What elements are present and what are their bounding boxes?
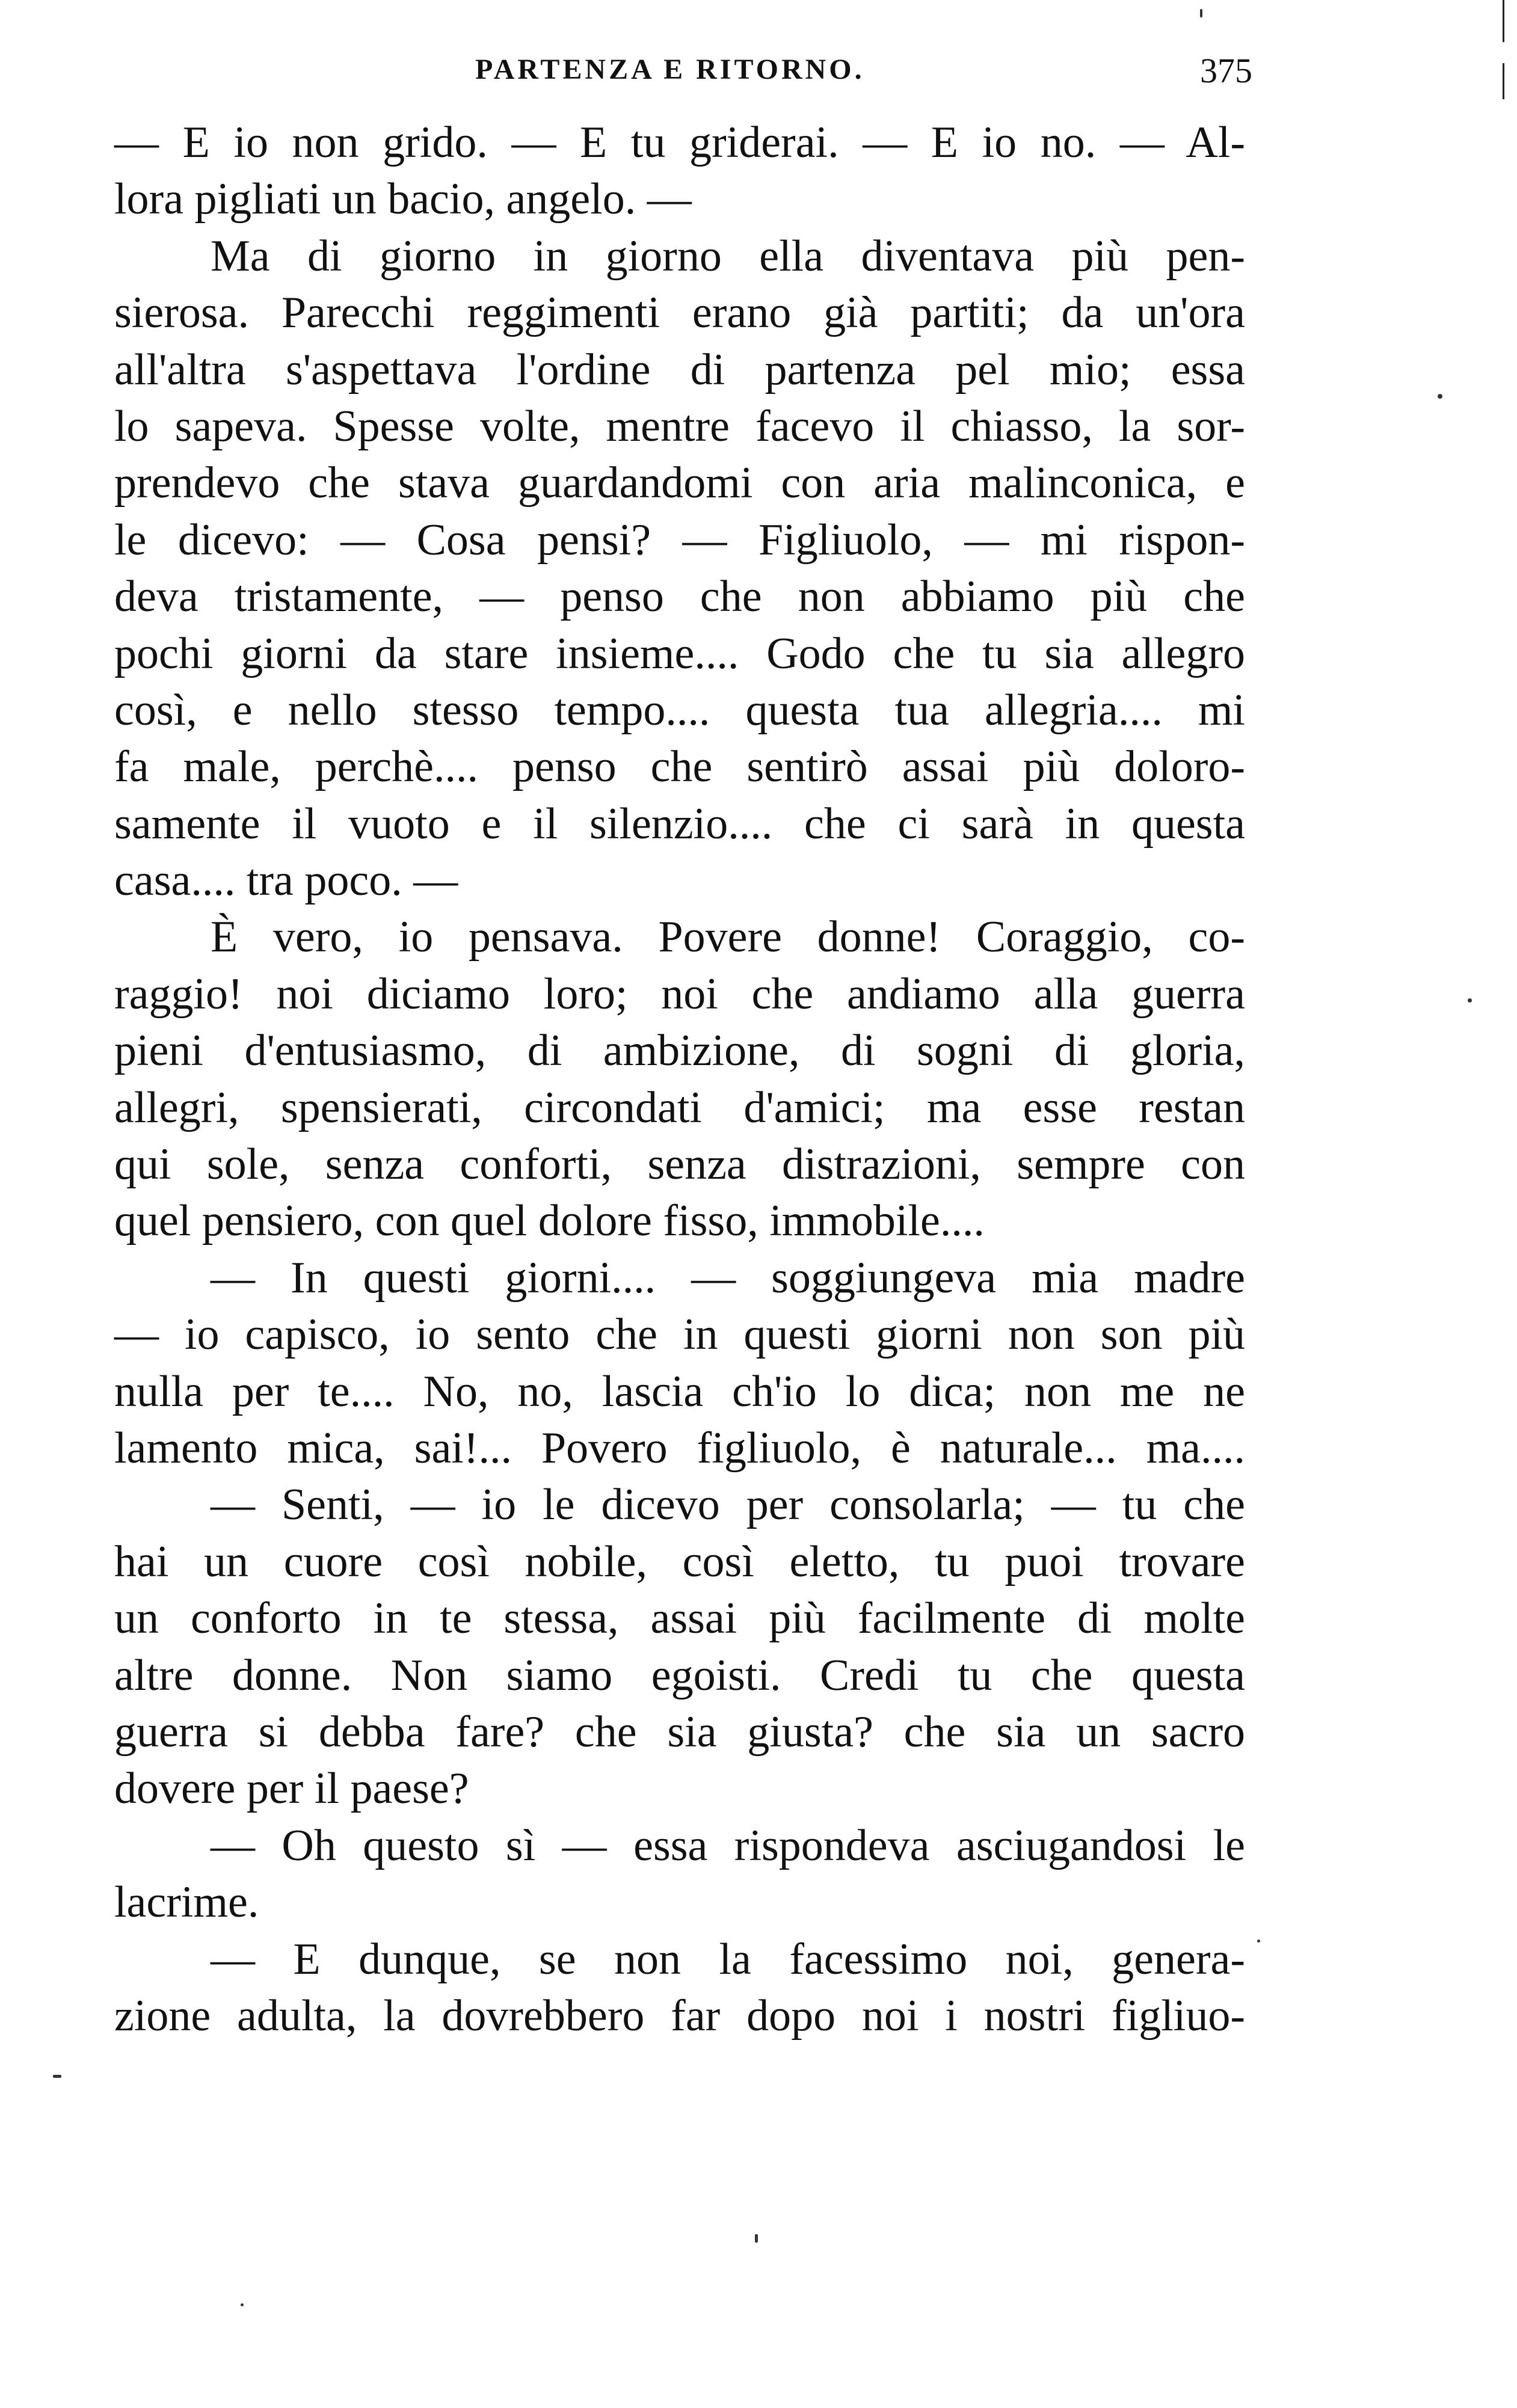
scan-edge-mark (1503, 63, 1504, 99)
text-line: — io capisco, io sento che in questi giorni non son più (114, 1310, 1245, 1360)
scan-edge-mark (1503, 0, 1504, 42)
text-line: fa male, perchè.... penso che sentirò assai più doloro- (114, 742, 1245, 792)
dust-speck (1200, 9, 1202, 17)
text-line: lo sapeva. Spesse volte, mentre facevo il chiasso, la sor- (114, 401, 1245, 451)
text-line: hai un cuore così nobile, così eletto, tu puoi trovare (114, 1537, 1245, 1586)
text-line: — In questi giorni.... — soggiungeva mia madre (211, 1253, 1245, 1303)
text-line: lamento mica, sai!... Povero figliuolo, è naturale... ma.... (114, 1423, 1245, 1473)
text-line: — Senti, — io le dicevo per consolarla; — tu che (211, 1480, 1245, 1530)
text-line: allegri, spensierati, circondati d'amici; ma esse restan (114, 1083, 1245, 1132)
text-line: prendevo che stava guardandomi con aria malinconica, e (114, 458, 1245, 508)
text-line: un conforto in te stessa, assai più facilmente di molte (114, 1594, 1245, 1644)
dust-speck (241, 2303, 244, 2306)
dust-speck (1468, 998, 1472, 1003)
page-number: 375 (1200, 51, 1252, 90)
text-line: — Oh questo sì — essa rispondeva asciugandosi le (211, 1820, 1245, 1870)
text-line: guerra si debba fare? che sia giusta? che sia un sacro (114, 1707, 1245, 1757)
text-line: così, e nello stesso tempo.... questa tua allegria.... mi (114, 685, 1245, 735)
dust-speck (1438, 394, 1442, 399)
text-line: sierosa. Parecchi reggimenti erano già partiti; da un'ora (114, 288, 1245, 338)
body-text (114, 114, 1245, 2044)
text-line: zione adulta, la dovrebbero far dopo noi i nostri figliuo- (114, 1991, 1245, 2041)
text-line: le dicevo: — Cosa pensi? — Figliuolo, — mi rispon- (114, 515, 1245, 565)
running-title: PARTENZA E RITORNO. (475, 54, 865, 85)
text-line: raggio! noi diciamo loro; noi che andiamo alla guerra (114, 969, 1245, 1019)
text-line: lora pigliati un bacio, angelo. — (114, 174, 692, 224)
text-line: Ma di giorno in giorno ella diventava più pen- (211, 231, 1245, 281)
text-line: all'altra s'aspettava l'ordine di partenza pel mio; essa (114, 345, 1245, 395)
text-line: samente il vuoto e il silenzio.... che ci sarà in questa (114, 799, 1245, 849)
text-line: — E io non grido. — E tu griderai. — E io no. — Al- (114, 118, 1245, 167)
text-line: pochi giorni da stare insieme.... Godo che tu sia allegro (114, 628, 1245, 678)
text-line: casa.... tra poco. — (114, 856, 458, 906)
text-line: dovere per il paese? (114, 1764, 469, 1814)
dust-speck (755, 2234, 758, 2243)
text-line: nulla per te.... No, no, lascia ch'io lo dica; non me ne (114, 1366, 1245, 1416)
text-line: pieni d'entusiasmo, di ambizione, di sogni di gloria, (114, 1026, 1245, 1076)
text-line: lacrime. (114, 1878, 259, 1927)
text-line: È vero, io pensava. Povere donne! Coraggio, co- (211, 912, 1245, 962)
text-line: quel pensiero, con quel dolore fisso, immobile.... (114, 1196, 985, 1246)
text-line: altre donne. Non siamo egoisti. Credi tu che questa (114, 1650, 1245, 1700)
dust-speck (1257, 1940, 1260, 1943)
text-line: deva tristamente, — penso che non abbiamo più che (114, 572, 1245, 622)
dust-speck (53, 2075, 61, 2078)
text-line: — E dunque, se non la facessimo noi, genera- (211, 1934, 1245, 1984)
text-line: qui sole, senza conforti, senza distrazioni, sempre con (114, 1140, 1245, 1190)
